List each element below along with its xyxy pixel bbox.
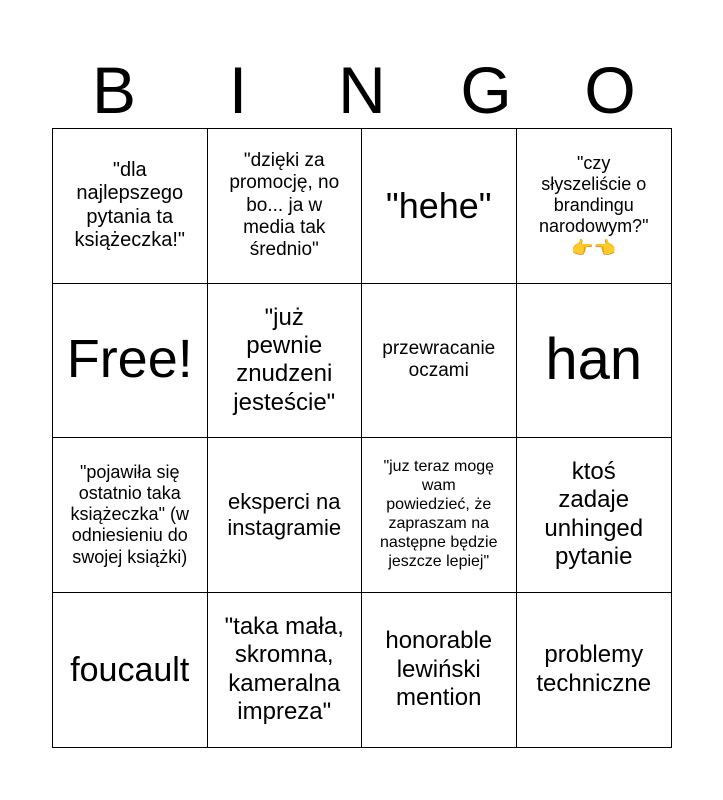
bingo-cell-r3-c3[interactable] <box>362 438 517 593</box>
bingo-cell-r3-c4[interactable] <box>517 438 672 593</box>
cell-text: "czy słyszeliście o brandingu narodowym?" 👉👈 <box>539 152 649 258</box>
bingo-cell-r4-c4[interactable] <box>517 593 672 748</box>
cell-text: han <box>545 327 643 393</box>
bingo-cell-r1-c1[interactable] <box>53 129 208 284</box>
bingo-cell-r2-c3[interactable] <box>362 284 517 439</box>
bingo-cell-r3-c1[interactable] <box>53 438 208 593</box>
header-letter-n: N <box>338 53 386 127</box>
header-letter-o: O <box>584 53 636 127</box>
bingo-cell-r2-c1[interactable] <box>53 284 208 439</box>
cell-text: "hehe" <box>385 184 492 226</box>
cell-text: eksperci na instagramie <box>227 488 342 540</box>
bingo-grid <box>52 128 672 748</box>
cell-text: "dzięki za promocję, no bo... ja w media tak średnio" <box>229 149 340 261</box>
cell-text: honorable lewiński mention <box>385 627 493 711</box>
cell-text: Free! <box>66 329 193 390</box>
bingo-cell-r4-c3[interactable] <box>362 593 517 748</box>
cell-text: "dla najlepszego pytania ta książeczka!" <box>74 158 185 252</box>
header-letter-g: G <box>460 53 512 127</box>
bingo-header <box>52 52 672 128</box>
cell-text: problemy techniczne <box>536 641 652 697</box>
bingo-cell-r2-c4[interactable] <box>517 284 672 439</box>
header-letter-i: I <box>228 53 248 127</box>
bingo-cell-r1-c4[interactable] <box>517 129 672 284</box>
bingo-cell-r2-c2[interactable] <box>208 284 363 439</box>
cell-text: przewracanie oczami <box>382 337 496 382</box>
cell-text: foucault <box>70 650 190 689</box>
cell-text: ktoś zadaje unhinged pytanie <box>544 458 644 571</box>
bingo-cell-r1-c2[interactable] <box>208 129 363 284</box>
bingo-cell-r3-c2[interactable] <box>208 438 363 593</box>
cell-text: "już pewnie znudzeni jesteście" <box>233 303 336 416</box>
bingo-cell-r4-c2[interactable] <box>208 593 363 748</box>
cell-text: "taka mała, skromna, kameralna impreza" <box>224 613 344 726</box>
cell-text: "pojawiła się ostatnio taka książeczka" (w odniesieniu do swojej książki) <box>70 461 189 567</box>
cell-text: "juz teraz mogę wam powiedzieć, że zapraszam na następne będzie jeszcze lepiej" <box>380 458 498 570</box>
bingo-cell-r1-c3[interactable] <box>362 129 517 284</box>
bingo-cell-r4-c1[interactable] <box>53 593 208 748</box>
header-letter-b: B <box>91 53 137 127</box>
